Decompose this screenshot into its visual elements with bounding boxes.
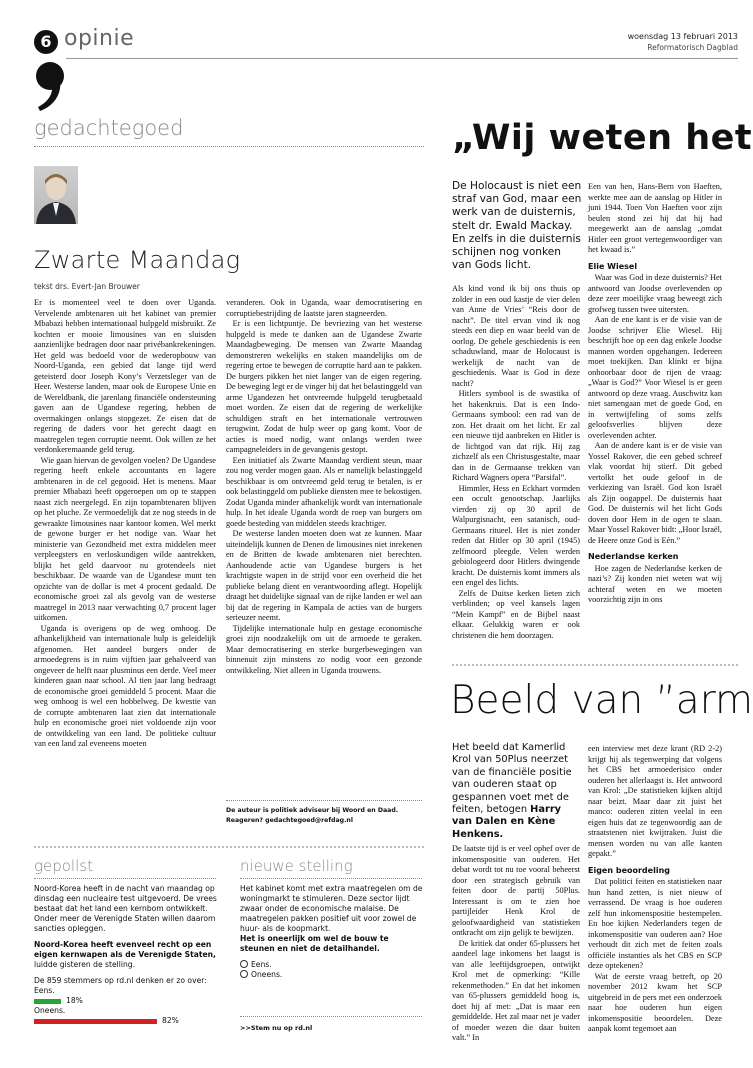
- author-affiliation: De auteur is politiek adviseur bij Woord en Daad.: [226, 807, 399, 814]
- vote-link[interactable]: >>Stem nu op rd.nl: [240, 1024, 313, 1032]
- column-label-rule: [34, 146, 424, 147]
- article-separator: [452, 664, 738, 666]
- column-label: gedachtegoed: [34, 116, 184, 140]
- poll-question: Noord-Korea heeft evenveel recht op een eigen kernwapen als de Verenigde Staten,: [34, 940, 216, 959]
- poll-option-label: Oneens.: [34, 1006, 66, 1015]
- vote-option-disagree[interactable]: [240, 970, 424, 980]
- paragraph: Aan de andere kant is er de visie van Yossel Rakover, die een gebed schreef vlak voordat hij stierf. Dit gebed vertolkt het oude geloof in de verkiezing van Israël. God kon Israël als Zijn oogappel. De duisternis haat God. De duisternis wil het licht Gods doven door Hem in de ogen te slaan. Maar Yossel Rakover bidt: „Hoor Israël, de Heere onze God is Eén.”: [588, 441, 722, 545]
- poll-intro: Noord-Korea heeft in de nacht van maandag op dinsdag een nucleaire test uitgevoerd. De vrees bestaat dat het land een kernbom ontwikkelt. Onder meer de Verenigde Staten willen daarom sancties opleggen.: [34, 884, 217, 933]
- poll-bar-agree: [34, 999, 61, 1004]
- column-title: Zwarte Maandag: [34, 246, 241, 274]
- paragraph: De kritiek dat onder 65-plussers het aandeel lage inkomens het laagst is van alle leeftijdsgroepen, ontwijkt Krol met de opmerking: “Kille rekenmethoden.” En dat het inkomen van 65-plussers gemiddeld hoog is, doet hij af met: „Dat is maar een gemiddelde. Het zal maar net je vader of moeder wezen die daar buiten valt.” In: [452, 938, 580, 1042]
- poll-option-disagree: [34, 1006, 220, 1026]
- new-statement-label: nieuwe stelling: [240, 857, 353, 875]
- column-text-col2: [226, 298, 422, 768]
- author-contact: Reageren? gedachtegoed@refdag.nl: [226, 817, 353, 824]
- poll-label: gepollst: [34, 857, 93, 875]
- paragraph: Dat politici feiten en statistieken naar hun hand zetten, is niet nieuw of verrassend. De vraag is hoe ouderen zelf hun inkomenspositie bestempelen. En hoe kijken Nederlanders tegen de inkomenspositie van ouderen aan? Hoe verhoudt dit zich met de feiten zoals officiële instanties als het CBS en SCP deze optekenen?: [588, 877, 722, 970]
- header-date: woensdag 13 februari 2013: [627, 32, 738, 41]
- article1-text-col2: [588, 182, 722, 634]
- new-statement-body: [240, 884, 424, 980]
- paragraph: Als kind vond ik bij ons thuis op zolder in een oud kastje de vier delen van Anne de Vries’ “Reis door de nacht”. De titel ervan vind ik nog steeds een diep en waar beeld van de oorlog. De gehele geschiedenis is een schaduwland, maar de Holocaust is werkelijk de nacht van de geschiedenis. Waar is God in deze nacht?: [452, 284, 580, 388]
- article2-text-col2: [588, 744, 722, 1064]
- radio-agree[interactable]: [240, 960, 248, 968]
- comma-mark-icon: [32, 60, 72, 112]
- paragraph: Er is een lichtpuntje. De bevriezing van het westerse hulpgeld is mede te danken aan de Ugandese Zwarte Maandagbeweging. De mensen van Zwarte Maandag demonstreren wekelijks en staken maandelijks om de regering ertoe te bewegen de corruptie hard aan te pakken. De burgers pikken het niet langer van de eigen regering. De beweging legt er de vinger bij dat het belastinggeld van arme Ugandezen het ontvreemde hulpgeld terugbetaald moet worden. Ze eisen dat de regering de werkelijke schuldigen straft en het internationale vertrouwen terugwint. Zodat de hulp weer op gang komt. Voor de acties is moed nodig, want onlangs werden twee campagneleiders in de gevangenis gestopt.: [226, 319, 422, 454]
- column-byline: tekst drs. Evert-Jan Brouwer: [34, 282, 140, 291]
- article1-text-col1: [452, 284, 580, 640]
- author-note-rule: [226, 800, 422, 801]
- paragraph: Wie gaan hiervan de gevolgen voelen? De Ugandese regering heeft enkele accountants en lagere ambtenaren in de cel gegooid. Het is menens. Maar premier Mbabazi heeft opgeroepen om op te stappen naast zich neergelegd. En zijn topambtenaren blijven op het pluche. Ze vermoedelijk dat ze nog steeds in de gewraakte limousines naar kantoor komen. Wel merkt de gewone burger er het nodige van. Waar het ministerie van Gezondheid met extra middelen meer verpleegsters en verloskundigen wilde aantrekken, blijkt het geld daarvoor nu grotendeels niet beschikbaar. De waarde van de Ugandese munt ten opzichte van de dollar is met 4 procent gedaald. De economische groei zal als gevolg van de westerse maatregel in 2013 naar verwachting 0,7 procent lager uitkomen.: [34, 455, 216, 622]
- author-photo: [34, 166, 78, 224]
- vote-option-label: Eens.: [251, 960, 272, 969]
- poll-option-agree: [34, 986, 220, 1006]
- paragraph: Himmler, Hess en Eckhart vormden een occult genootschap. Jaarlijks vierden zij op 30 april de Walpurgisnacht, een satanisch, oud-Germaans ritueel. Het is niet zonder reden dat Hitler op 30 april (1945) zelfmoord pleegde. Velen werden gebiologeerd door Hitlers dwingende kracht. De duisternis komt immers als een engel des lichts.: [452, 483, 580, 587]
- paragraph: Hitlers symbool is de swastika of het hakenkruis. Dat is een Indo-Germaans symbool: een rad van de zon. Het draait om het licht. Er zal een nieuwe tijd aanbreken en Hitler is de lichtgod van dat rijk. Hij zag zichzelf als een Christusgestalte, maar dan in de Germaanse trekken van Richard Wagners opera “Parsifal”.: [452, 389, 580, 482]
- paragraph: Zelfs de Duitse kerken lieten zich verblinden; op veel kansels lagen “Mein Kampf” en de Bijbel naast elkaar. Gelukkig waren er ook christenen die hem doorzagen.: [452, 588, 580, 640]
- new-statement-intro: Het kabinet komt met extra maatregelen om de woningmarkt te stimuleren. Deze sector lijdt zwaar onder de economische malaise. De maatregelen pakken positief uit voor zowel de huur- als de koopmarkt.: [240, 884, 423, 933]
- paragraph: Er is momenteel veel te doen over Uganda. Vervelende ambtenaren uit het kabinet van premier Mbabazi hebben internationaal hulpgeld misbruikt. Ze kochten er mooie limousines van en sluisden aanzienlijke bedragen door naar privébankrekeningen. Het geld was bedoeld voor de wederopbouw van Noord-Uganda, een gebied dat lange tijd werd geteisterd door Joseph Kony’s Verzetsleger van de Heer. Westerse landen, maar ook de Europese Unie en de Wereldbank, die jarenlang financiële ondersteuning gaven aan de Ugandese regering, hebben de overmakingen onlangs stopgezet. Ze eisen dat de regering de daders voor het gerecht daagt en maatregelen tegen corruptie neemt. Ook willen ze het verdonkeremaande geld terug.: [34, 298, 216, 454]
- paragraph: Een initiatief als Zwarte Maandag verdient steun, maar zou nog verder mogen gaan. Als er namelijk belastinggeld beschikbaar is om ontvreemd geld terug te betalen, is er ook belastinggeld om publieke diensten mee te bekostigen. Zodat Uganda minder afhankelijk wordt van internationale hulp. In het ideale Uganda wordt de roep van burgers om goede besteding van middelen steeds krachtiger.: [226, 455, 422, 528]
- poll-percent-agree: 18%: [66, 996, 83, 1005]
- paragraph: Wat de eerste vraag betreft, op 20 november 2012 kwam het SCP uitgebreid in de pers met een onderzoek naar hoe ouderen hun eigen inkomenspositie beoordelen. Deze aanpak komt tegemoet aan: [588, 971, 722, 1033]
- radio-disagree[interactable]: [240, 970, 248, 978]
- poll-percent-disagree: 82%: [162, 1016, 179, 1025]
- paragraph: Een van hen, Hans-Bern von Haeften, werkte mee aan de aanslag op Hitler in juni 1944. Toen Von Haeften voor zijn beulen stond zei hij dat hij had meegewerkt aan de aanslag „omdat Hitler een groot vertegenwoordiger van het kwaad is.”: [588, 182, 722, 254]
- page-header: [34, 28, 738, 60]
- vote-option-label: Oneens.: [251, 970, 283, 979]
- poll-result-intro: De 859 stemmers op rd.nl denken er zo over:: [34, 976, 207, 985]
- poll-label-rule: [34, 878, 216, 879]
- vote-option-agree[interactable]: [240, 960, 424, 970]
- paragraph: Aan de ene kant is er de visie van de Joodse schrijver Elie Wiesel. Hij beschrijft hoe op een dag enkele Joodse mannen worden opgehangen. Iedereen moet toekijken. Dan klinkt er bijna onhoorbaar door de rijen de vraag: „Waar is God?” Voor Wiesel is er geen antwoord op deze vraag. Auschwitz kan niet samengaan met de goede God, en in vertwijfeling of soms zelfs geloofsverlies blijven deze overlevenden achter.: [588, 315, 722, 440]
- paragraph: Uganda is overigens op de weg omhoog. De afhankelijkheid van internationale hulp is geleidelijk afgenomen. Het aandeel burgers onder de armoedegrens is in ruim vijftien jaar gehalveerd van ongeveer de helft naar plusminus een derde. Veel meer kinderen gaan naar school. Al tien jaar lang bedraagt de economische groei gemiddeld 5 procent. Maar die weg omhoog is wel een hobbelweg. De kwestie van de corrupte ambtenaren laat zien dat internationale hulp en economische groei niet voldoende zijn voor de ontwikkeling van een land. De politieke cultuur van een land zal eveneens moeten: [34, 623, 216, 748]
- paragraph: De westerse landen moeten doen wat ze kunnen. Maar uiteindelijk kunnen de Denen de limousines niet inrekenen en de Britten de kwade ambtenaren niet berechten. Aanhoudende actie van Ugandese burgers is het krachtigste wapen in de strijd voor een overheid die het publieke belang dient en verantwoording aflegt. Hopelijk draagt het duidelijke signaal van de rijke landen er wel aan bij dat de regering in Kampala de acties van de burgers serieuzer neemt.: [226, 529, 422, 622]
- header-publication: Reformatorisch Dagblad: [647, 43, 738, 52]
- article2-lead-authors: Harry van Dalen en Kène Henkens.: [452, 804, 562, 840]
- paragraph: veranderen. Ook in Uganda, waar democratisering en corruptiebestrijding de laatste jaren stagneerden.: [226, 298, 422, 318]
- paragraph: Hoe zagen de Nederlandse kerken de nazi’s? Zij konden niet weten wat wij achteraf weten en we moeten voorzichtig zijn in ons: [588, 563, 722, 604]
- section-name: opinie: [64, 26, 135, 51]
- article1-subhead-kerken: Nederlandse kerken: [588, 552, 679, 561]
- column-text-col1: [34, 298, 216, 798]
- poll-question-tail: luidde gisteren de stelling.: [34, 960, 136, 969]
- page-number: 6: [40, 32, 52, 51]
- vote-link-rule: [240, 1016, 422, 1017]
- poll-option-label: Eens.: [34, 986, 55, 995]
- article1-headline: „Wij weten het: [452, 118, 753, 158]
- article2-lead-text: Het beeld dat Kamerlid Krol van 50Plus neerzet van de financiële positie van ouderen staat op gespannen voet met de feiten, betogen: [452, 742, 572, 816]
- header-rule: [66, 58, 738, 59]
- new-statement-text: Het is oneerlijk om wel de bouw te steunen en niet de detailhandel.: [240, 934, 389, 953]
- paragraph: een interview met deze krant (RD 2-2) krijgt hij als tegenwerping dat volgens het CBS het armoederisico onder ouderen het allerlaagst is. Het antwoord van Krol: „De statistieken kijken altijd naar beizt. Maar daar zit juist het manco: ouderen zitten veelal in een eigen huis dat ze tegenwoordig aan de straatstenen niet kwijtraken. Juist die mensen worden nu van alle kanten gepakt.”: [588, 744, 722, 858]
- article1-lead: De Holocaust is niet een straf van God, maar een werk van de duisternis, stelt dr. Ewald Mackay. En zelfs in die duisternis schijnen nog vonken van Gods licht.: [452, 180, 582, 272]
- page-number-badge: [34, 30, 58, 54]
- article2-lead: [452, 742, 584, 841]
- poll-body: [34, 884, 220, 1026]
- article1-subhead-wiesel: Elie Wiesel: [588, 261, 638, 271]
- article2-text-col1: [452, 844, 580, 1062]
- article2-subhead: Eigen beoordeling: [588, 865, 670, 875]
- paragraph: De laatste tijd is er veel ophef over de inkomenspositie van ouderen. Het debat wordt tot nu toe vooral beheerst door een strategisch gebruik van feiten door de partij 50Plus. Interessant is om te zien hoe partijleider Henk Krol de geloofwaardigheid van statistieken ontkracht om zijn gelijk te bewijzen.: [452, 844, 580, 937]
- author-note: [226, 806, 426, 826]
- paragraph: Waar was God in deze duisternis? Het antwoord van Joodse overlevenden op deze zeer moeilijke vraag beweegt zich grofweg tussen twee uitersten.: [588, 273, 722, 314]
- poll-separator: [34, 846, 424, 848]
- new-statement-label-rule: [240, 878, 422, 879]
- paragraph: Tijdelijke internationale hulp en gestage economische groei zijn noodzakelijk om uit de armoede te geraken. Maar democratisering en sterke burgerbewegingen van binnenuit zijn minstens zo nodig voor een gezonde ontwikkeling. Niet alleen in Uganda trouwens.: [226, 623, 422, 675]
- article2-headline: Beeld van ”arm: [450, 678, 753, 723]
- poll-bar-disagree: [34, 1019, 157, 1024]
